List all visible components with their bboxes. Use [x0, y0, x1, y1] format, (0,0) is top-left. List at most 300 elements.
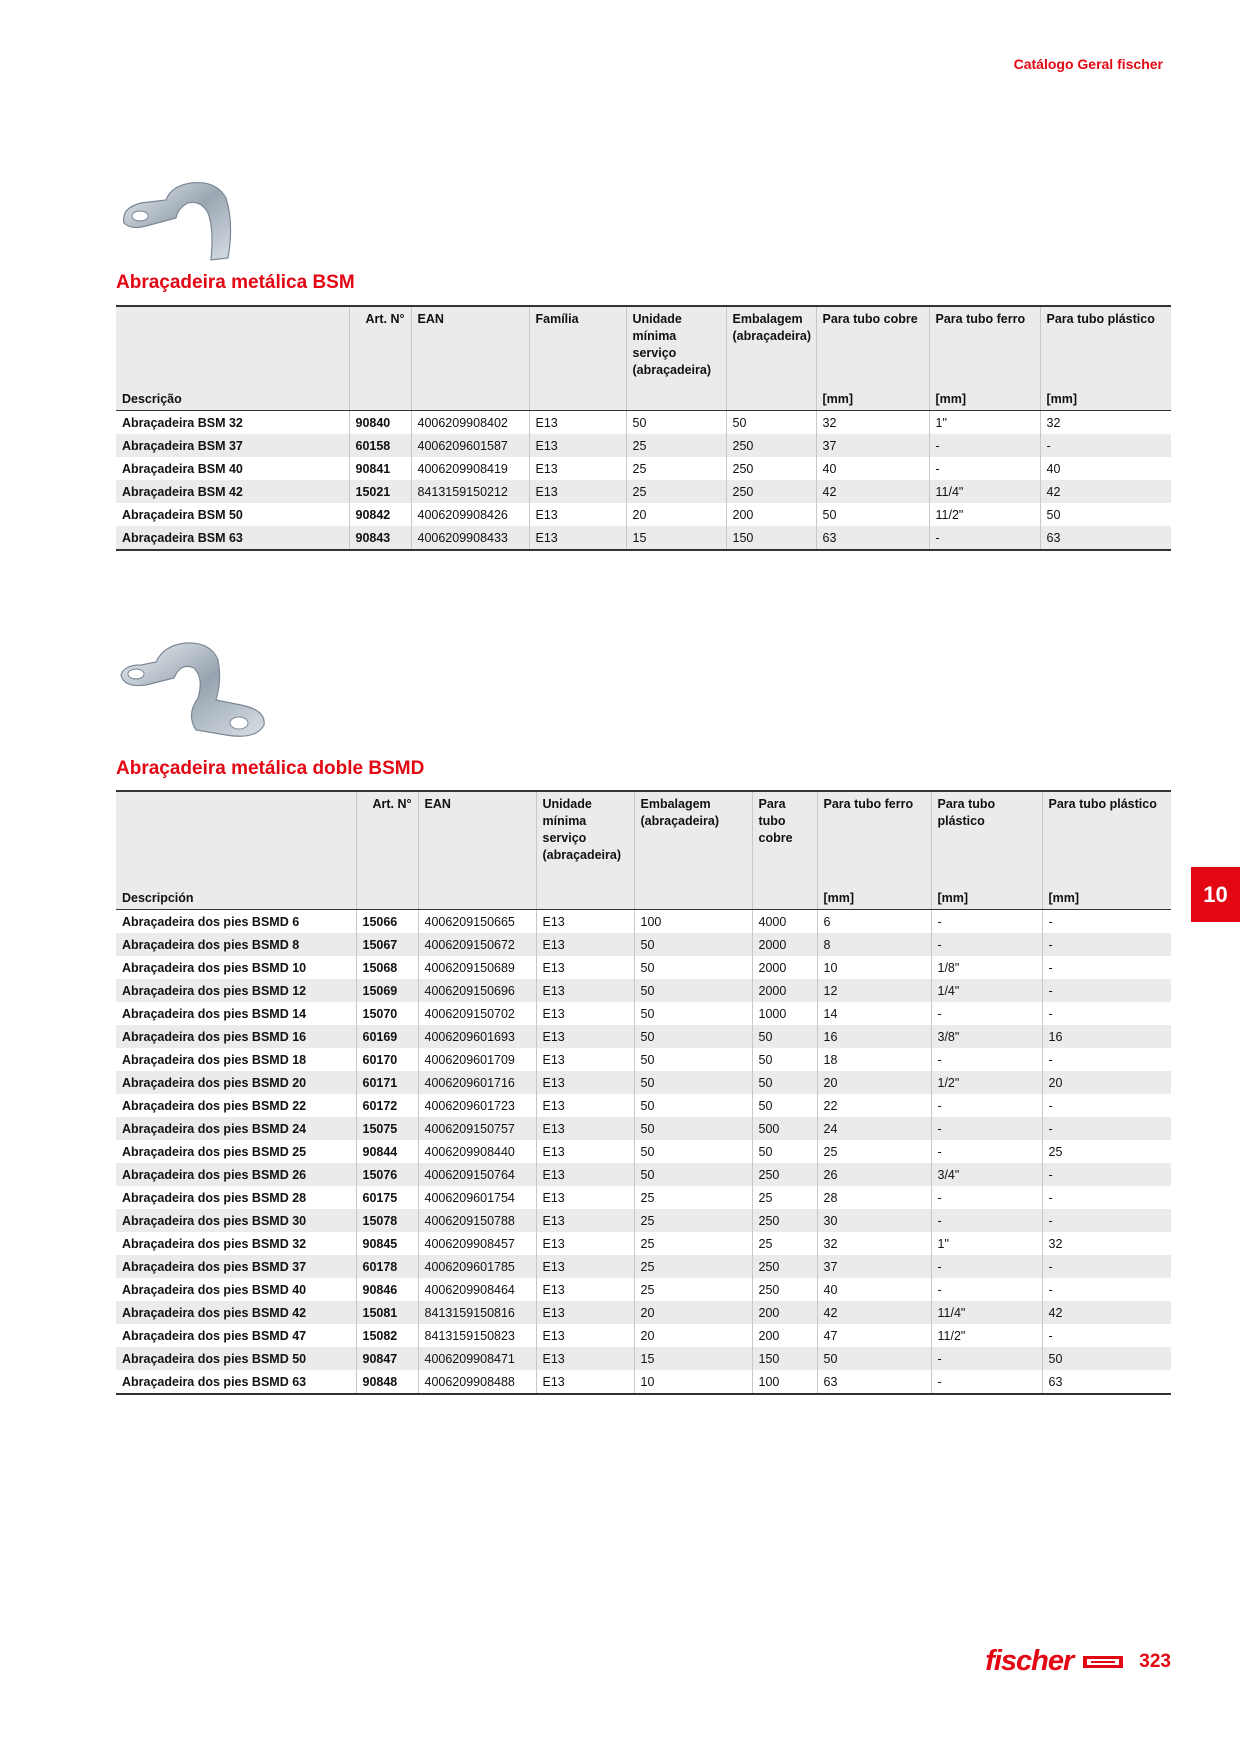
col-header-packaging: Embalagem (abraçadeira): [726, 306, 816, 389]
table-cell: 1": [929, 411, 1040, 435]
table-cell: 150: [752, 1347, 817, 1370]
table-row: [116, 1347, 1171, 1370]
col-header-iron: Para tubo ferro: [817, 791, 931, 888]
product-description: Abraçadeira BSM 37: [116, 434, 349, 457]
col-header-plastic-2: Para tubo plástico: [1042, 791, 1171, 888]
table-row: [116, 1370, 1171, 1394]
product-description: Abraçadeira dos pies BSMD 47: [122, 1328, 307, 1343]
table-cell: 25: [817, 1140, 931, 1163]
table-cell: E13: [536, 933, 634, 956]
table-cell: 12: [817, 979, 931, 1002]
table-cell: 16: [1042, 1025, 1171, 1048]
product-description: Abraçadeira BSM 63: [116, 526, 349, 550]
table-cell: 28: [817, 1186, 931, 1209]
table-cell: -: [931, 1370, 1042, 1394]
table-cell: 4006209908402: [411, 411, 529, 435]
article-number: 90841: [349, 457, 411, 480]
table-cell: -: [931, 1209, 1042, 1232]
table-row: [116, 1071, 1171, 1094]
table-cell: -: [931, 933, 1042, 956]
bsm-clamp-image: [116, 178, 276, 268]
table-cell: 50: [752, 1140, 817, 1163]
article-number: 90840: [349, 411, 411, 435]
product-description: Abraçadeira dos pies BSMD 18: [122, 1052, 307, 1067]
product-description: Abraçadeira dos pies BSMD 40: [122, 1282, 307, 1297]
logo-emblem-icon: [1083, 1653, 1123, 1671]
table-cell: 40: [817, 1278, 931, 1301]
table-cell: 4006209601716: [418, 1071, 536, 1094]
col-header-art: Art. N°: [356, 791, 418, 888]
table-cell: 2000: [752, 933, 817, 956]
brand-logo: fischer: [985, 1645, 1074, 1677]
table-cell: 50: [634, 1071, 752, 1094]
table-cell: -: [1042, 1002, 1171, 1025]
table-cell: 50: [634, 956, 752, 979]
table-row: [116, 910, 1171, 934]
table-cell: E13: [536, 1002, 634, 1025]
table-row: [116, 503, 1171, 526]
article-number: 90847: [356, 1347, 418, 1370]
table-cell: 32: [816, 411, 929, 435]
subheader-description: Descripción: [116, 888, 356, 910]
table-row: [116, 933, 1171, 956]
article-number: 15069: [356, 979, 418, 1002]
product-description: Abraçadeira BSM 32: [122, 415, 243, 430]
col-header-min-unit: Unidade mínima serviço (abraçadeira): [536, 791, 634, 888]
article-number: 15066: [356, 910, 418, 934]
table-cell: 4006209601754: [418, 1186, 536, 1209]
table-subheader-row: [116, 389, 1171, 411]
article-number: 60158: [349, 434, 411, 457]
col-header: [116, 306, 349, 389]
article-number: 60175: [356, 1186, 418, 1209]
table-cell: 50: [634, 979, 752, 1002]
article-number: 60171: [356, 1071, 418, 1094]
section-title-bsmd: Abraçadeira metálica doble BSMD: [116, 758, 425, 779]
table-cell: 25: [634, 1186, 752, 1209]
article-number: 15081: [356, 1301, 418, 1324]
table-cell: 20: [1042, 1071, 1171, 1094]
subheader-unit: [mm]: [1040, 389, 1171, 411]
subheader-cell: [529, 389, 626, 411]
table-cell: E13: [529, 480, 626, 503]
article-number: 90843: [349, 526, 411, 550]
table-header-row: [116, 306, 1171, 389]
table-cell: -: [1042, 956, 1171, 979]
article-number: 90842: [349, 503, 411, 526]
table-cell: 20: [626, 503, 726, 526]
table-cell: 50: [816, 503, 929, 526]
table-cell: 50: [752, 1071, 817, 1094]
table-cell: -: [1042, 979, 1171, 1002]
table-cell: 4006209150689: [418, 956, 536, 979]
table-cell: 50: [634, 1025, 752, 1048]
table-cell: 10: [634, 1370, 752, 1394]
article-number: 15067: [356, 933, 418, 956]
table-cell: E13: [536, 979, 634, 1002]
table-cell: 200: [752, 1301, 817, 1324]
table-cell: 4006209908440: [418, 1140, 536, 1163]
col-header-copper: Para tubo cobre: [816, 306, 929, 389]
table-cell: -: [931, 910, 1042, 934]
table-cell: 63: [1042, 1370, 1171, 1394]
table-row: [116, 1048, 1171, 1071]
table-cell: 4006209150696: [418, 979, 536, 1002]
table-cell: E13: [536, 1186, 634, 1209]
table-cell: 25: [626, 480, 726, 503]
table-cell: E13: [536, 1232, 634, 1255]
col-header-plastic: Para tubo plástico: [931, 791, 1042, 888]
table-cell: -: [1042, 1117, 1171, 1140]
article-number: 15078: [356, 1209, 418, 1232]
table-row: [116, 1140, 1171, 1163]
product-description: Abraçadeira dos pies BSMD 25: [122, 1144, 307, 1159]
table-cell: 18: [817, 1048, 931, 1071]
table-row: [116, 1186, 1171, 1209]
article-number: 15068: [356, 956, 418, 979]
article-number: 90845: [356, 1232, 418, 1255]
table-cell: E13: [536, 1140, 634, 1163]
product-description: Abraçadeira dos pies BSMD 63: [116, 1370, 356, 1394]
table-cell: 50: [634, 1163, 752, 1186]
col-header-art: Art. N°: [349, 306, 411, 389]
table-cell: -: [929, 457, 1040, 480]
table-cell: 42: [1040, 480, 1171, 503]
table-cell: 63: [817, 1370, 931, 1394]
table-cell: E13: [529, 526, 626, 550]
table-cell: E13: [529, 434, 626, 457]
table-cell: 200: [752, 1324, 817, 1347]
table-cell: 42: [817, 1301, 931, 1324]
subheader-cell: [349, 389, 411, 411]
table-cell: 6: [817, 910, 931, 934]
table-cell: 150: [726, 526, 816, 550]
table-cell: 50: [634, 1002, 752, 1025]
table-cell: 250: [752, 1278, 817, 1301]
table-cell: 4006209601587: [411, 434, 529, 457]
table-cell: E13: [529, 411, 626, 435]
table-cell: 42: [1042, 1301, 1171, 1324]
table-cell: -: [931, 1347, 1042, 1370]
table-cell: 25: [634, 1255, 752, 1278]
subheader-unit: [mm]: [929, 389, 1040, 411]
table-cell: 3/8": [931, 1025, 1042, 1048]
table-cell: 4006209150757: [418, 1117, 536, 1140]
table-cell: 4006209908464: [418, 1278, 536, 1301]
table-cell: 4006209601785: [418, 1255, 536, 1278]
product-description: Abraçadeira dos pies BSMD 30: [116, 1209, 356, 1232]
article-number: 90848: [356, 1370, 418, 1394]
table-cell: 50: [817, 1347, 931, 1370]
table-cell: 1/2": [931, 1071, 1042, 1094]
product-description: Abraçadeira dos pies BSMD 16: [116, 1025, 356, 1048]
table-cell: 25: [634, 1232, 752, 1255]
table-cell: 25: [634, 1278, 752, 1301]
table-cell: 15: [634, 1347, 752, 1370]
table-cell: 1": [931, 1232, 1042, 1255]
article-number: 60172: [356, 1094, 418, 1117]
subheader-cell: [634, 888, 752, 910]
table-cell: 250: [752, 1209, 817, 1232]
table-cell: 63: [816, 526, 929, 550]
table-cell: 1/4": [931, 979, 1042, 1002]
table-cell: -: [1042, 1094, 1171, 1117]
table-row: [116, 1209, 1171, 1232]
table-row: [116, 1002, 1171, 1025]
chapter-tab: 10: [1191, 867, 1240, 922]
table-cell: 50: [634, 933, 752, 956]
product-description: Abraçadeira dos pies BSMD 20: [116, 1071, 356, 1094]
table-row: [116, 1324, 1171, 1347]
table-cell: 8413159150816: [418, 1301, 536, 1324]
table-cell: 50: [626, 411, 726, 435]
table-subheader-row: [116, 888, 1171, 910]
table-cell: -: [1042, 910, 1171, 934]
table-cell: -: [1040, 434, 1171, 457]
table-cell: 100: [634, 910, 752, 934]
table-cell: 63: [1040, 526, 1171, 550]
article-number: 90846: [356, 1278, 418, 1301]
table-cell: 1000: [752, 1002, 817, 1025]
table-cell: -: [1042, 1278, 1171, 1301]
table-cell: -: [931, 1255, 1042, 1278]
table-cell: E13: [536, 1209, 634, 1232]
table-cell: -: [931, 1278, 1042, 1301]
table-cell: 2000: [752, 979, 817, 1002]
article-number: 15082: [356, 1324, 418, 1347]
table-cell: -: [931, 1094, 1042, 1117]
table-cell: 250: [726, 457, 816, 480]
table-cell: 26: [817, 1163, 931, 1186]
table-cell: 37: [817, 1255, 931, 1278]
table-cell: 4006209908419: [411, 457, 529, 480]
table-cell: 4006209601723: [418, 1094, 536, 1117]
bsmd-clamp-image: [116, 640, 276, 745]
product-description: Abraçadeira BSM 42: [116, 480, 349, 503]
product-description: Abraçadeira dos pies BSMD 6: [122, 914, 300, 929]
product-description: Abraçadeira dos pies BSMD 8: [116, 933, 356, 956]
article-number: 90844: [356, 1140, 418, 1163]
article-number: 60169: [356, 1025, 418, 1048]
table-cell: 25: [626, 434, 726, 457]
table-row: [116, 1094, 1171, 1117]
table-cell: E13: [536, 1278, 634, 1301]
col-header-min-unit: Unidade mínima serviço (abraçadeira): [626, 306, 726, 389]
table-cell: 32: [817, 1232, 931, 1255]
table-cell: 32: [1040, 411, 1171, 435]
table-cell: 22: [817, 1094, 931, 1117]
table-cell: 20: [634, 1324, 752, 1347]
catalog-title: Catálogo Geral fischer: [1013, 56, 1163, 72]
table-cell: -: [931, 1002, 1042, 1025]
section-title-bsm: Abraçadeira metálica BSM: [116, 272, 355, 293]
product-description: Abraçadeira dos pies BSMD 50: [116, 1347, 356, 1370]
table-cell: 50: [634, 1117, 752, 1140]
table-cell: 50: [634, 1094, 752, 1117]
article-number: 15070: [356, 1002, 418, 1025]
table-cell: 50: [1042, 1347, 1171, 1370]
table-cell: E13: [536, 1255, 634, 1278]
table-cell: 4006209908433: [411, 526, 529, 550]
table-cell: 30: [817, 1209, 931, 1232]
col-header-iron: Para tubo ferro: [929, 306, 1040, 389]
table-row: [116, 1163, 1171, 1186]
table-cell: 50: [1040, 503, 1171, 526]
subheader-cell: [536, 888, 634, 910]
table-row: [116, 956, 1171, 979]
table-cell: -: [931, 1140, 1042, 1163]
table-cell: 40: [816, 457, 929, 480]
table-cell: E13: [536, 1071, 634, 1094]
table-cell: 100: [752, 1370, 817, 1394]
table-cell: 4006209908457: [418, 1232, 536, 1255]
table-cell: E13: [536, 1347, 634, 1370]
table-row: [116, 1278, 1171, 1301]
table-row: [116, 411, 1171, 435]
table-cell: 25: [752, 1232, 817, 1255]
table-cell: 32: [1042, 1232, 1171, 1255]
table-cell: 11/4": [929, 480, 1040, 503]
table-cell: 4006209601709: [418, 1048, 536, 1071]
table-cell: -: [931, 1117, 1042, 1140]
table-row: [116, 1301, 1171, 1324]
subheader-description: Descrição: [116, 389, 349, 411]
article-number: 15021: [349, 480, 411, 503]
table-cell: 4006209601693: [418, 1025, 536, 1048]
product-description: Abraçadeira BSM 50: [122, 507, 243, 522]
table-cell: 47: [817, 1324, 931, 1347]
table-cell: -: [1042, 1048, 1171, 1071]
footer: [985, 1645, 1171, 1678]
table-cell: 20: [817, 1071, 931, 1094]
product-description: Abraçadeira dos pies BSMD 42: [116, 1301, 356, 1324]
table-cell: 4000: [752, 910, 817, 934]
table-cell: E13: [536, 1048, 634, 1071]
table-cell: E13: [536, 1163, 634, 1186]
bsm-table: [116, 305, 1171, 551]
table-cell: 2000: [752, 956, 817, 979]
table-cell: 25: [1042, 1140, 1171, 1163]
col-header-plastic: Para tubo plástico: [1040, 306, 1171, 389]
table-cell: 8413159150823: [418, 1324, 536, 1347]
table-row: [116, 526, 1171, 550]
table-cell: 50: [752, 1025, 817, 1048]
table-cell: 250: [726, 480, 816, 503]
subheader-unit: [mm]: [816, 389, 929, 411]
article-number: 15075: [356, 1117, 418, 1140]
table-cell: E13: [536, 910, 634, 934]
table-cell: -: [1042, 1324, 1171, 1347]
bsmd-table: [116, 790, 1171, 1395]
table-cell: E13: [529, 457, 626, 480]
table-cell: 3/4": [931, 1163, 1042, 1186]
product-description: Abraçadeira dos pies BSMD 10: [122, 960, 307, 975]
table-cell: 4006209150665: [418, 910, 536, 934]
table-row: [116, 434, 1171, 457]
table-cell: 8: [817, 933, 931, 956]
table-row: [116, 1025, 1171, 1048]
table-cell: 250: [726, 434, 816, 457]
table-cell: 250: [752, 1163, 817, 1186]
table-cell: E13: [536, 1117, 634, 1140]
col-header-ean: EAN: [418, 791, 536, 888]
table-cell: 16: [817, 1025, 931, 1048]
table-header-row: [116, 791, 1171, 888]
table-cell: -: [1042, 1209, 1171, 1232]
product-description: Abraçadeira dos pies BSMD 26: [116, 1163, 356, 1186]
table-cell: E13: [536, 1025, 634, 1048]
subheader-cell: [626, 389, 726, 411]
table-cell: -: [1042, 1163, 1171, 1186]
table-cell: 11/2": [931, 1324, 1042, 1347]
table-row: [116, 979, 1171, 1002]
table-cell: 42: [816, 480, 929, 503]
article-number: 60170: [356, 1048, 418, 1071]
col-header-family: Família: [529, 306, 626, 389]
table-cell: 25: [634, 1209, 752, 1232]
table-cell: 50: [752, 1048, 817, 1071]
table-cell: 250: [752, 1255, 817, 1278]
table-cell: 50: [634, 1048, 752, 1071]
table-cell: 20: [634, 1301, 752, 1324]
subheader-unit: [mm]: [817, 888, 931, 910]
table-cell: E13: [529, 503, 626, 526]
article-number: 15076: [356, 1163, 418, 1186]
product-description: Abraçadeira dos pies BSMD 32: [122, 1236, 307, 1251]
product-description: Abraçadeira BSM 40: [122, 461, 243, 476]
table-cell: -: [931, 1186, 1042, 1209]
table-cell: 50: [634, 1140, 752, 1163]
subheader-unit: [mm]: [1042, 888, 1171, 910]
table-cell: 11/4": [931, 1301, 1042, 1324]
table-cell: -: [1042, 1255, 1171, 1278]
subheader-cell: [752, 888, 817, 910]
table-cell: E13: [536, 1370, 634, 1394]
table-cell: 37: [816, 434, 929, 457]
table-cell: 11/2": [929, 503, 1040, 526]
col-header-ean: EAN: [411, 306, 529, 389]
table-cell: 200: [726, 503, 816, 526]
product-description: Abraçadeira dos pies BSMD 28: [122, 1190, 307, 1205]
table-cell: 4006209908488: [418, 1370, 536, 1394]
table-cell: 4006209150788: [418, 1209, 536, 1232]
product-description: Abraçadeira dos pies BSMD 22: [122, 1098, 307, 1113]
table-row: [116, 457, 1171, 480]
table-cell: 40: [1040, 457, 1171, 480]
subheader-cell: [411, 389, 529, 411]
table-cell: E13: [536, 956, 634, 979]
subheader-cell: [356, 888, 418, 910]
article-number: 60178: [356, 1255, 418, 1278]
col-header-copper: Para tubo cobre: [752, 791, 817, 888]
table-cell: E13: [536, 1094, 634, 1117]
table-cell: E13: [536, 1301, 634, 1324]
table-cell: 500: [752, 1117, 817, 1140]
table-cell: -: [1042, 1186, 1171, 1209]
subheader-unit: [mm]: [931, 888, 1042, 910]
table-cell: -: [929, 526, 1040, 550]
product-description: Abraçadeira dos pies BSMD 14: [122, 1006, 307, 1021]
table-cell: E13: [536, 1324, 634, 1347]
subheader-cell: [418, 888, 536, 910]
table-cell: 14: [817, 1002, 931, 1025]
product-description: Abraçadeira dos pies BSMD 24: [116, 1117, 356, 1140]
table-cell: 24: [817, 1117, 931, 1140]
table-cell: 4006209908426: [411, 503, 529, 526]
col-header-packaging: Embalagem (abraçadeira): [634, 791, 752, 888]
table-cell: -: [929, 434, 1040, 457]
table-cell: 4006209150764: [418, 1163, 536, 1186]
